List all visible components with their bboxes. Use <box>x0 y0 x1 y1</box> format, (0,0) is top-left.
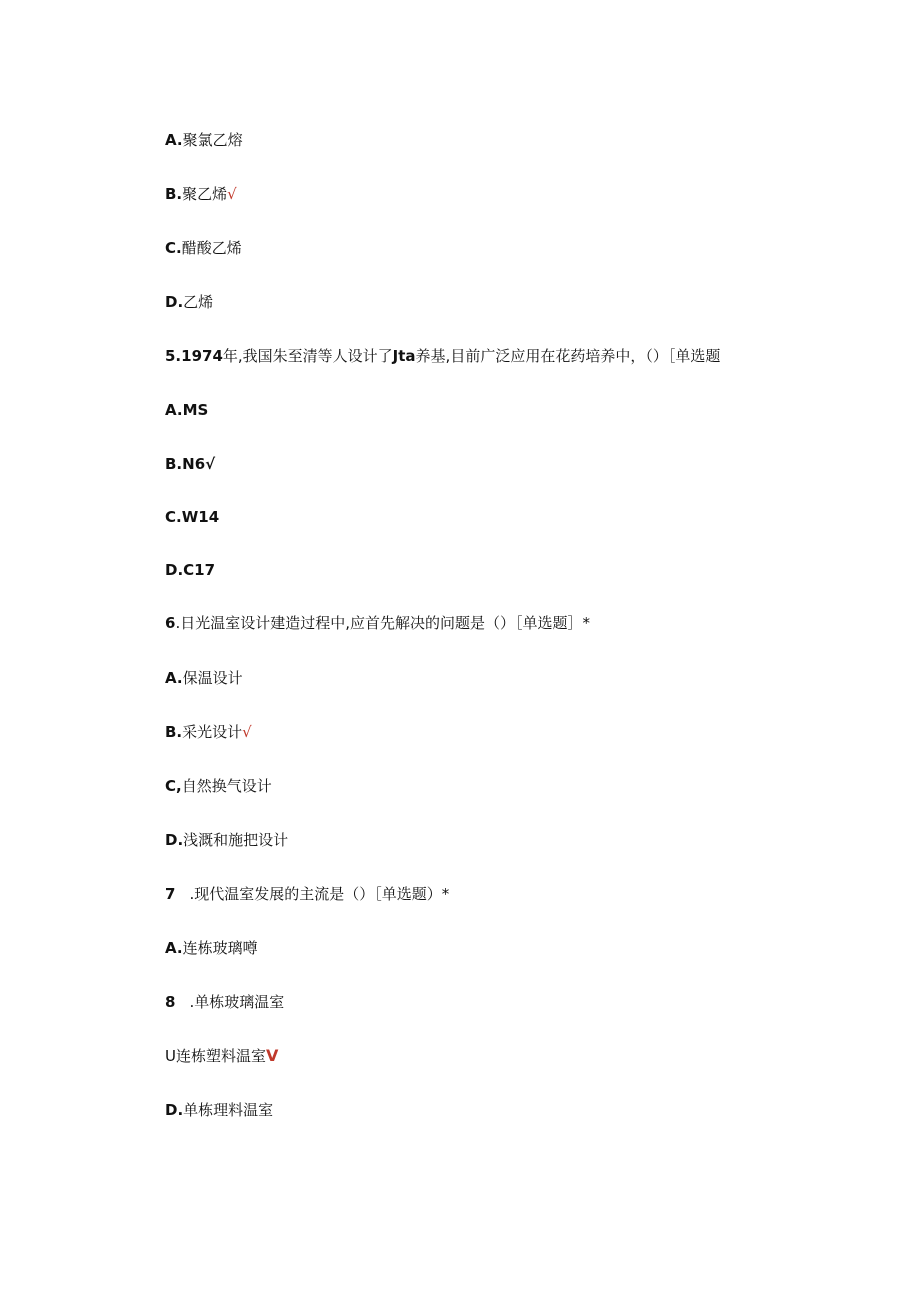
option-label: A. <box>165 939 183 957</box>
option-q7-a <box>165 938 258 958</box>
option-q5-b <box>165 454 215 474</box>
option-label: C. <box>165 508 182 526</box>
option-q4-c <box>165 238 242 258</box>
option-label: D. <box>165 293 184 311</box>
option-text: .单栋玻璃温室 <box>189 993 285 1011</box>
option-label: A. <box>165 401 183 419</box>
question-text: 年,我国朱至清等人设计了 <box>222 347 393 365</box>
option-label: C. <box>165 239 182 257</box>
option-q6-d <box>165 830 288 850</box>
option-q7-b <box>165 992 284 1012</box>
option-q6-a <box>165 668 243 688</box>
option-text: W14 <box>181 508 220 526</box>
correct-check-mark: √ <box>242 723 252 741</box>
option-q6-c <box>165 776 272 796</box>
question-number: 7 <box>165 885 176 903</box>
option-text: 采光设计 <box>182 723 243 741</box>
option-text: 连栋塑料温室 <box>175 1047 266 1065</box>
question-number: 5.1974 <box>165 347 223 365</box>
option-text: MS <box>182 401 209 419</box>
option-label: C, <box>165 777 182 795</box>
correct-check-mark: √ <box>227 185 237 203</box>
option-label: D. <box>165 831 184 849</box>
option-text: 单栋理料温室 <box>183 1101 274 1119</box>
option-q5-d <box>165 560 215 580</box>
option-label: A. <box>165 131 183 149</box>
question-bold-word: Jta <box>392 347 416 365</box>
option-q7-c <box>165 1046 278 1066</box>
option-q5-a <box>165 400 208 420</box>
option-text: 聚乙烯 <box>182 185 228 203</box>
option-label: B. <box>165 455 183 473</box>
option-q6-b <box>165 722 252 742</box>
option-label: B. <box>165 723 183 741</box>
option-text: 浅溉和施把设计 <box>183 831 289 849</box>
question-number: 6 <box>165 614 176 632</box>
correct-check-mark: V <box>266 1046 279 1065</box>
question-text-continued: 养基,目前广泛应用在花药培养中，（）［单选题 <box>415 347 721 365</box>
option-label: B. <box>165 185 183 203</box>
option-q4-a <box>165 130 243 150</box>
option-text: 保温设计 <box>182 669 243 687</box>
question-text: .现代温室发展的主流是（）［单选题）* <box>189 885 450 903</box>
option-text: C17 <box>183 561 216 579</box>
question-6 <box>165 613 590 633</box>
option-text: 聚氯乙熔 <box>182 131 243 149</box>
option-label: D. <box>165 1101 184 1119</box>
option-text: N6 <box>182 455 206 473</box>
option-q7-d <box>165 1100 273 1120</box>
correct-check-mark: √ <box>205 455 216 473</box>
option-q4-b <box>165 184 237 204</box>
option-q4-d <box>165 292 213 312</box>
option-label: D. <box>165 561 184 579</box>
option-q5-c <box>165 507 219 527</box>
option-text: 醋酸乙烯 <box>181 239 242 257</box>
question-text: .日光温室设计建造过程中,应首先解决的问题是（）［单选题］* <box>175 614 590 632</box>
option-label: U <box>165 1047 176 1065</box>
question-5 <box>165 346 720 366</box>
question-7 <box>165 884 449 904</box>
option-text: 自然换气设计 <box>181 777 272 795</box>
option-text: 乙烯 <box>183 293 214 311</box>
option-label: A. <box>165 669 183 687</box>
option-text: 连栋玻璃噂 <box>182 939 258 957</box>
option-label: 8 <box>165 993 176 1011</box>
